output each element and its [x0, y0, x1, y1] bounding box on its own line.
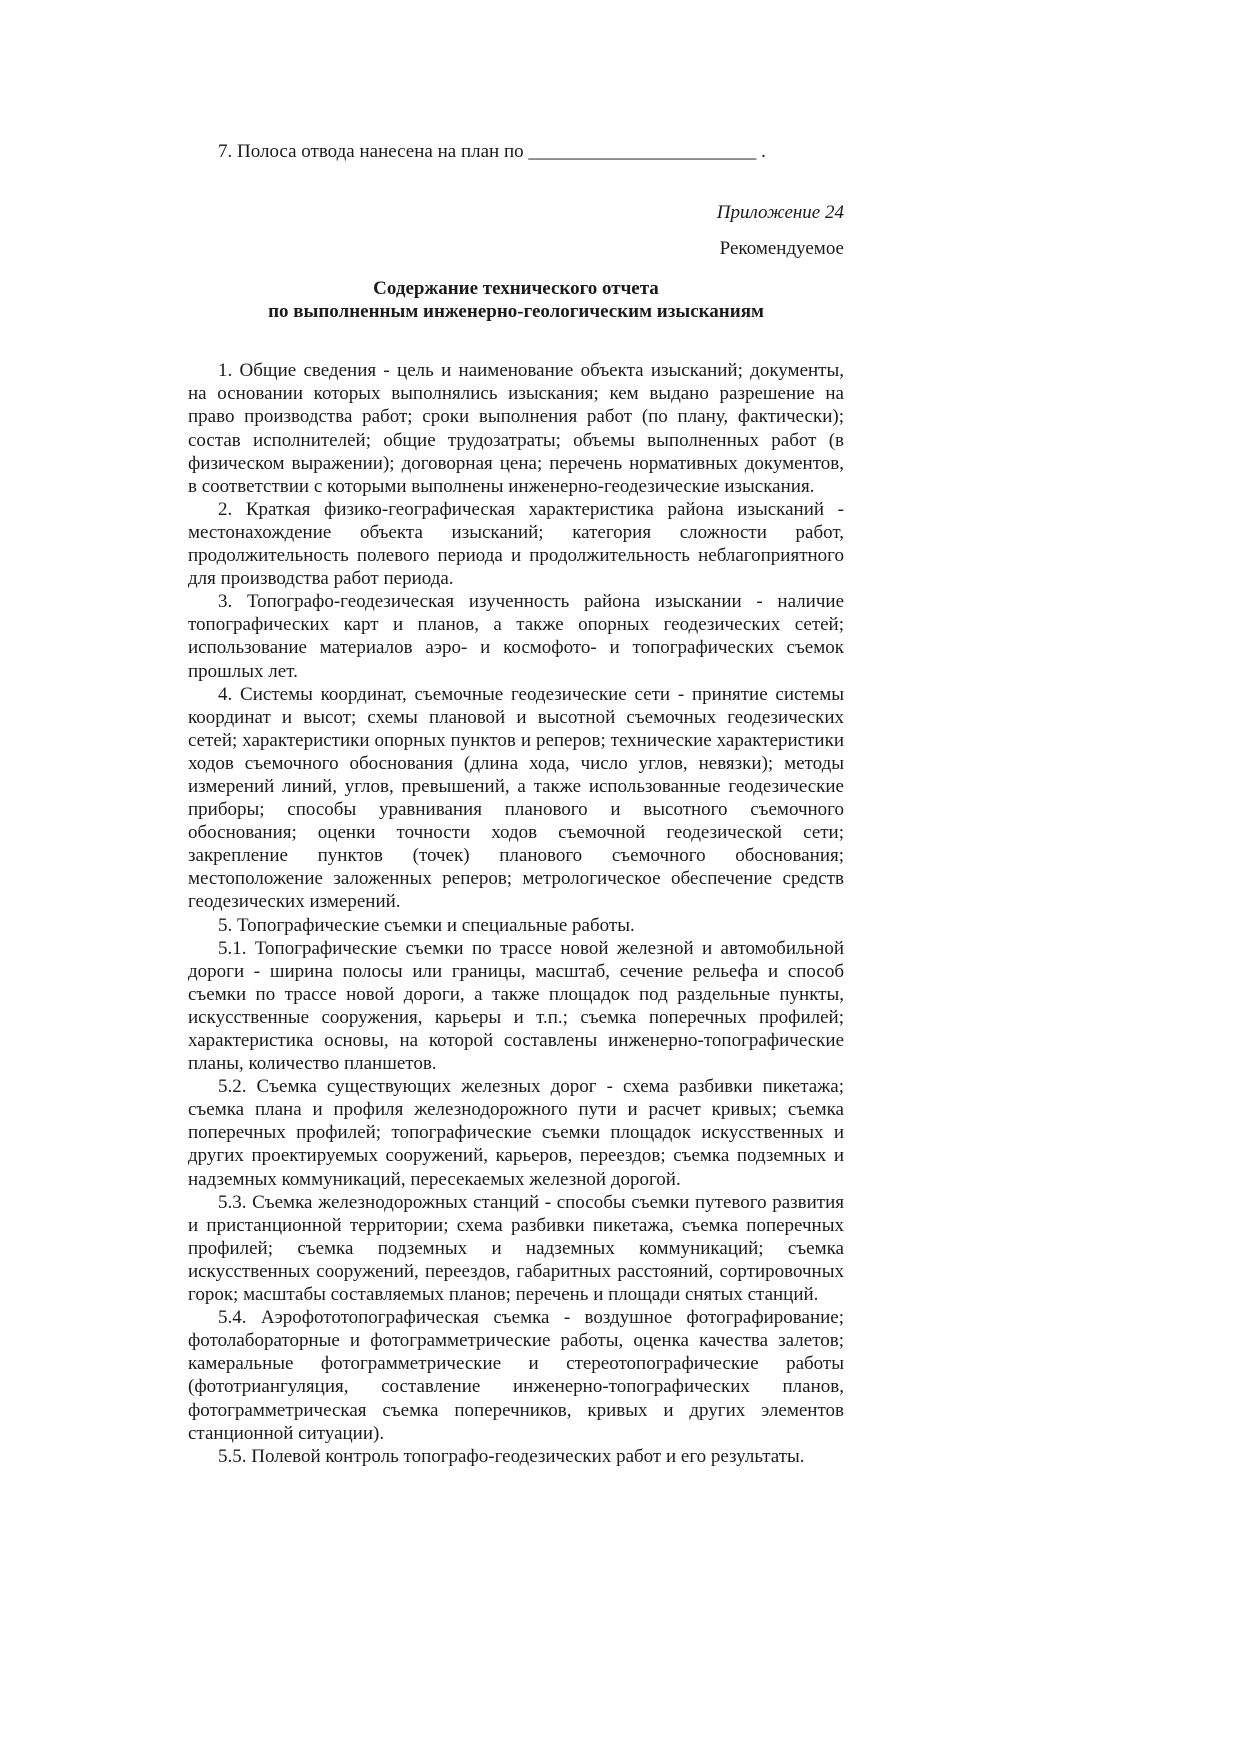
paragraph-physical-geography: 2. Краткая физико-географическая характеристика района изысканий - местонахождение объекта изысканий; категория сложности работ, продолжительность полевого периода и продолжительность неблагоприятного для производства работ периода.	[188, 498, 844, 590]
paragraph-5-5: 5.5. Полевой контроль топографо-геодезических работ и его результаты.	[218, 1445, 805, 1467]
title-line-1: Содержание технического отчета	[373, 278, 659, 300]
document-body	[188, 359, 844, 1468]
paragraph-5-2: 5.2. Съемка существующих железных дорог - схема разбивки пикетажа; съемка плана и профиля железнодорожного пути и расчет кривых; съемка поперечных профилей; топографические съемки площадок искусственных и других проектируемых сооружений, карьеров, переездов; съемка подземных и надземных коммуникаций, пересекаемых железной дорогой.	[188, 1076, 844, 1190]
recommended-label: Рекомендуемое	[719, 238, 844, 260]
title-line-2: по выполненным инженерно-геологическим изысканиям	[268, 301, 764, 323]
paragraph-coordinate-systems: 4. Системы координат, съемочные геодезические сети - принятие системы координат и высот; схемы плановой и высотной съемочных геодезических сетей; характеристики опорных пунктов и реперов; технические характеристики ходов съемочного обоснования (длина хода, число углов, невязки); методы измерений линий, углов, превышений, а также использованные геодезические приборы; способы уравнивания планового и высотного съемочного обоснования; оценки точности ходов съемочной геодезической сети; закрепление пунктов (точек) планового съемочного обоснования; местоположение заложенных реперов; метрологическое обеспечение средств геодезических измерений.	[188, 683, 844, 913]
paragraph-5-4: 5.4. Аэрофототопографическая съемка - воздушное фотографирование; фотолабораторные и фотограмметрические работы, оценка качества залетов; камеральные фотограмметрические и стереотопографические работы (фототриангуляция, составление инженерно-топографических планов, фотограмметрическая съемка поперечников, кривых и других элементов станционной ситуации).	[188, 1307, 844, 1444]
document-title	[188, 277, 844, 323]
paragraph-topo-geodetic-study: 3. Топографо-геодезическая изученность района изыскании - наличие топографических карт и планов, а также опорных геодезических сетей; использование материалов аэро- и космофото- и топографических съемок прошлых лет.	[188, 591, 844, 682]
paragraph-5-3: 5.3. Съемка железнодорожных станций - способы съемки путевого развития и пристанционной территории; схема разбивки пикетажа, съемка поперечных профилей; съемка подземных и надземных коммуникаций; съемка искусственных сооружений, переездов, габаритных расстояний, сортировочных горок; масштабы составляемых планов; перечень и площади снятых станций.	[188, 1191, 844, 1306]
paragraph-topographic-surveys: 5. Топографические съемки и специальные работы.	[218, 914, 635, 936]
paragraph-5-1: 5.1. Топографические съемки по трассе новой железной и автомобильной дороги - ширина полосы или границы, масштаб, сечение рельефа и способ съемки по трассе новой дороги, а также площадок под раздельные пункты, искусственные сооружения, карьеры и т.п.; съемка поперечных профилей; характеристика основы, на которой составлены инженерно-топографические планы, количество планшетов.	[188, 937, 844, 1075]
right-of-way-line: 7. Полоса отвода нанесена на план по ________________________ .	[218, 141, 766, 162]
paragraph-general-info: 1. Общие сведения - цель и наименование объекта изысканий; документы, на основании которых выполнялись изыскания; кем выдано разрешение на право производства работ; сроки выполнения работ (по плану, фактически); состав исполнителей; общие трудозатраты; объемы выполненных работ (в физическом выражении); договорная цена; перечень нормативных документов, в соответствии с которыми выполнены инженерно-геодезические изыскания.	[188, 360, 844, 497]
appendix-label: Приложение 24	[716, 202, 844, 224]
document-page	[188, 140, 844, 1468]
